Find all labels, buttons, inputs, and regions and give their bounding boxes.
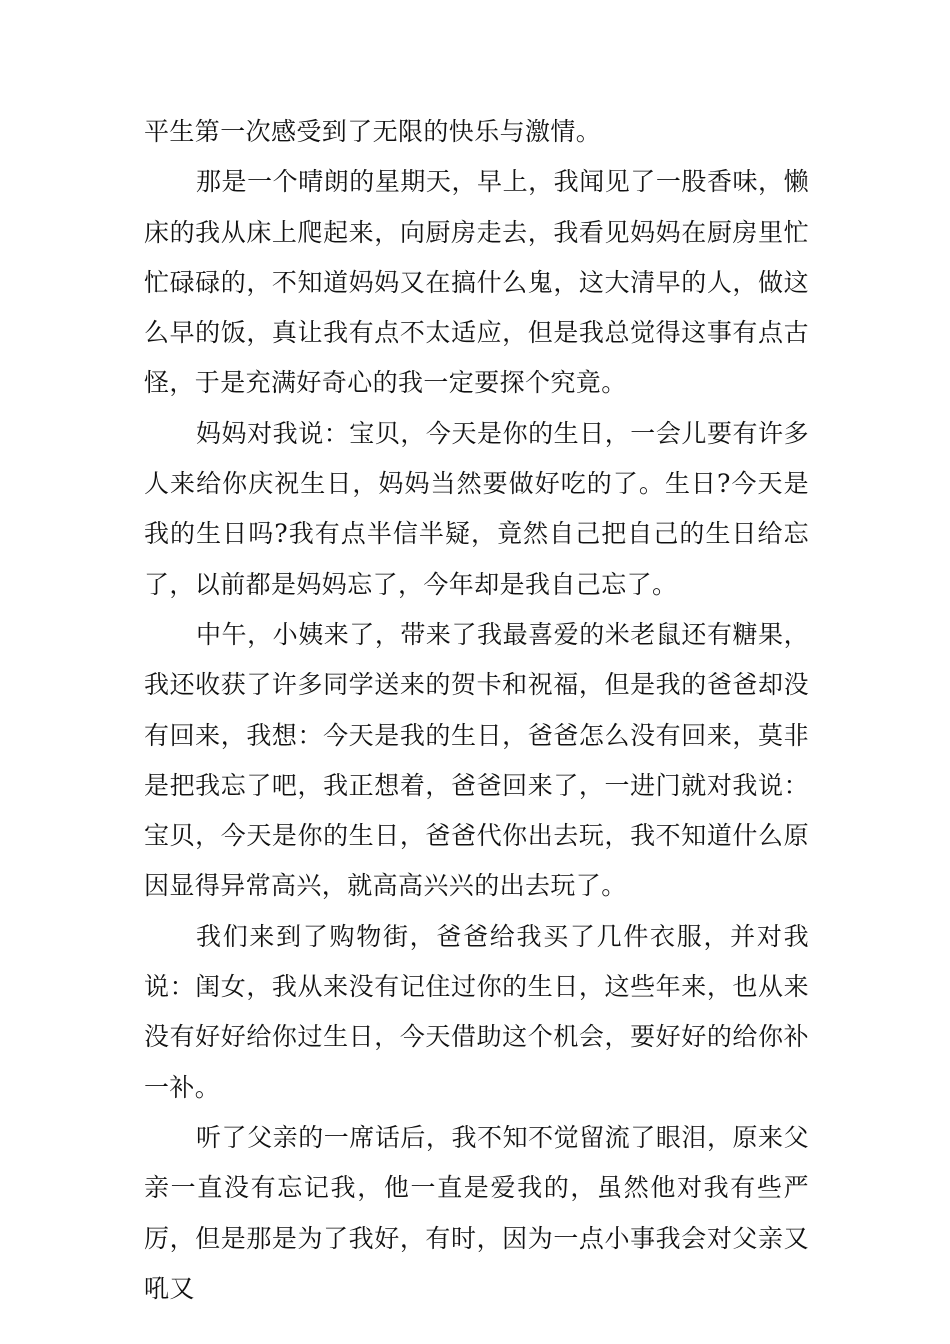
paragraph-sunday-morning: 那是一个晴朗的星期天，早上，我闻见了一股香味，懒床的我从床上爬起来，向厨房走去，我看见妈妈在厨房里忙忙碌碌的，不知道妈妈又在搞什么鬼，这大清早的人，做这么早的饭，真让我有点不太适应，但是我总觉得这事有点古怪，于是充满好奇心的我一定要探个究竟。 xyxy=(144,167,809,398)
paragraph-shopping-street: 我们来到了购物街，爸爸给我买了几件衣服，并对我说：闺女，我从来没有记住过你的生日，这些年来，也从来没有好好给你过生日，今天借助这个机会，要好好的给你补一补。 xyxy=(144,921,809,1102)
paragraph-mother-says: 妈妈对我说：宝贝，今天是你的生日，一会儿要有许多人来给你庆祝生日，妈妈当然要做好吃的了。生日?今天是我的生日吗?我有点半信半疑，竟然自己把自己的生日给忘了，以前都是妈妈忘了，今年却是我自己忘了。 xyxy=(144,418,809,599)
document-body xyxy=(144,107,809,1314)
paragraph-continued: 平生第一次感受到了无限的快乐与激情。 xyxy=(144,117,602,146)
paragraph-father-words: 听了父亲的一席话后，我不知不觉留流了眼泪，原来父亲一直没有忘记我，他一直是爱我的，虽然他对我有些严厉，但是那是为了我好，有时，因为一点小事我会对父亲又吼又 xyxy=(144,1122,809,1303)
paragraph-noon: 中午，小姨来了，带来了我最喜爱的米老鼠还有糖果，我还收获了许多同学送来的贺卡和祝福，但是我的爸爸却没有回来，我想：今天是我的生日，爸爸怎么没有回来，莫非是把我忘了吧，我正想着，爸爸回来了，一进门就对我说：宝贝，今天是你的生日，爸爸代你出去玩，我不知道什么原因显得异常高兴，就高高兴兴的出去玩了。 xyxy=(144,619,809,901)
